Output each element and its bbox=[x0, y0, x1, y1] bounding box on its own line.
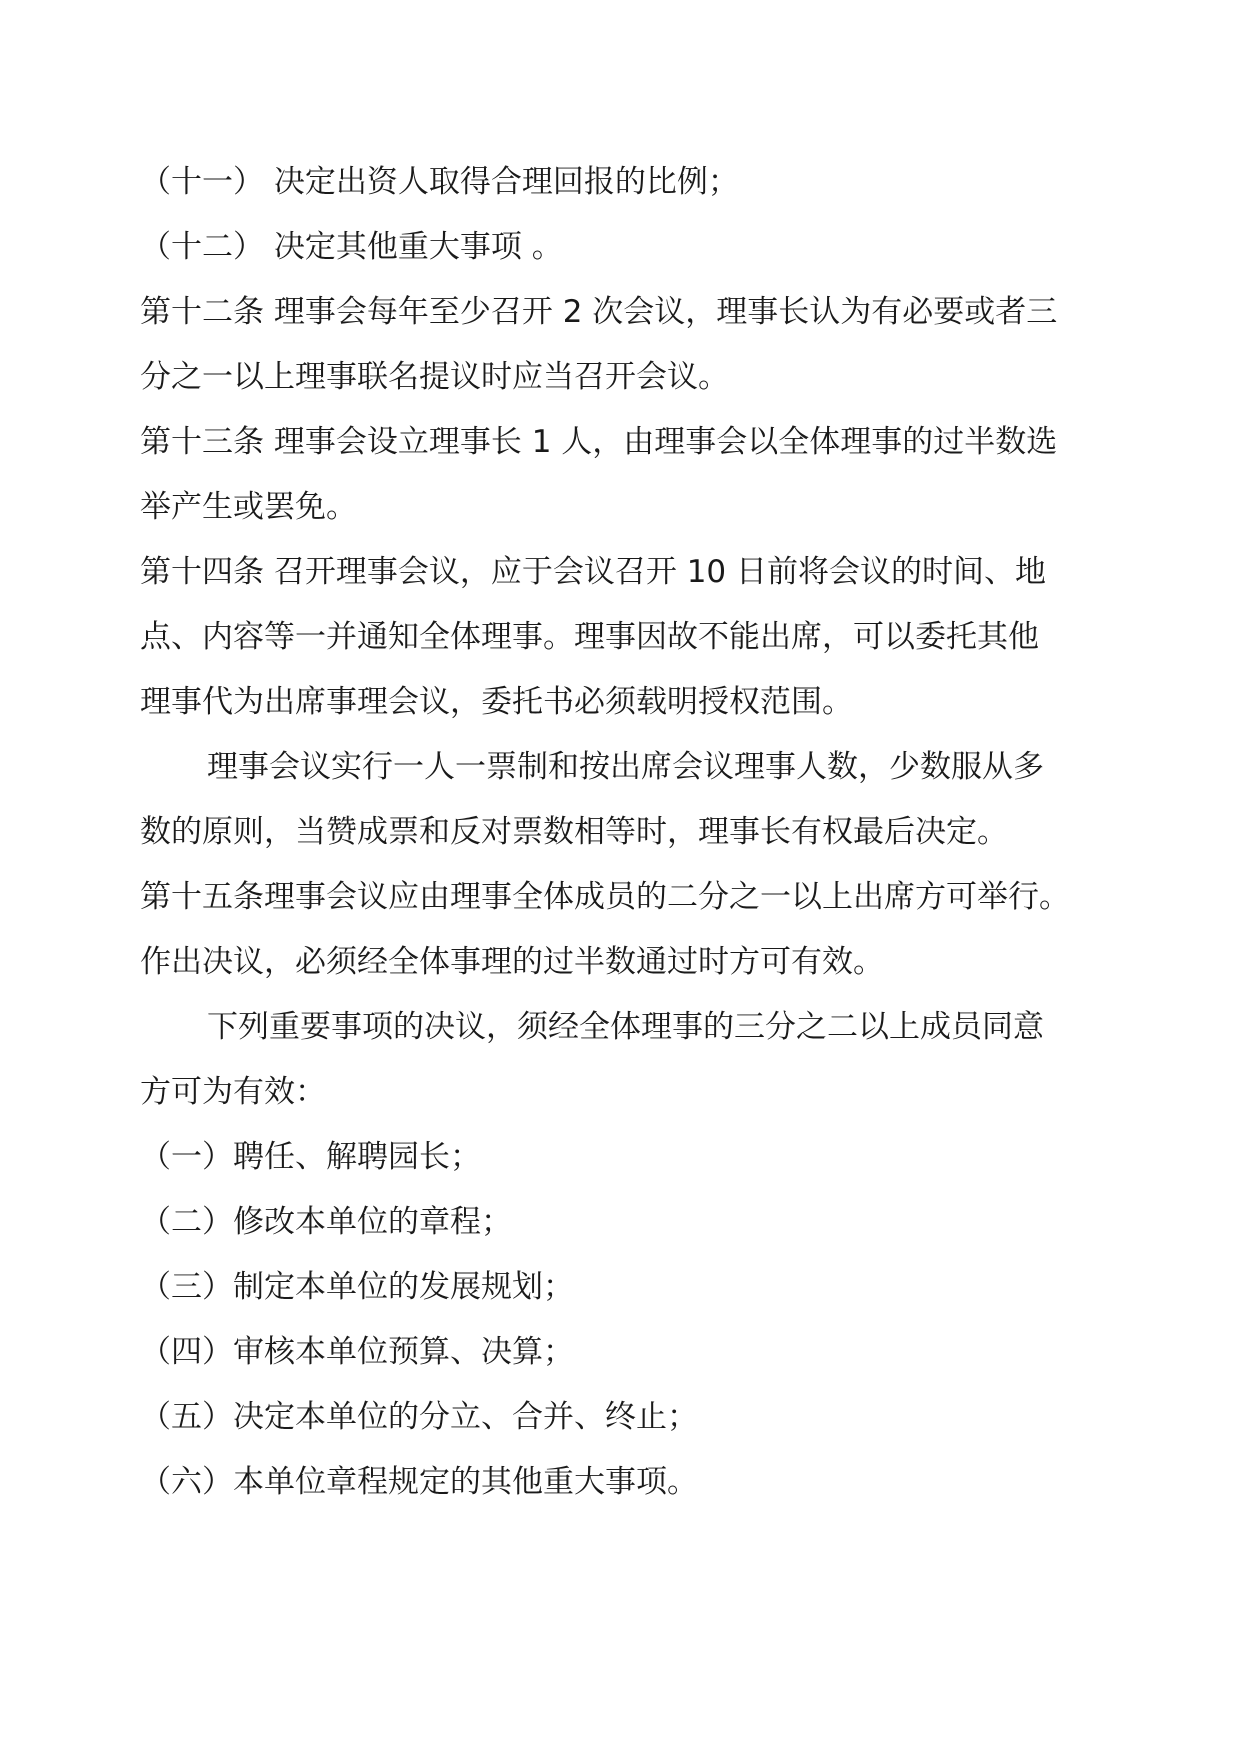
text-line: 作出决议，必须经全体事理的过半数通过时方可有效。 bbox=[140, 944, 884, 980]
text-line: 第十二条 理事会每年至少召开 2 次会议，理事长认为有必要或者三 bbox=[140, 294, 1058, 330]
list-item: （二）修改本单位的章程； bbox=[140, 1204, 512, 1240]
text-line: 理事代为出席事理会议，委托书必须载明授权范围。 bbox=[140, 684, 853, 720]
list-item: （六）本单位章程规定的其他重大事项。 bbox=[140, 1464, 698, 1500]
text-line: （十二） 决定其他重大事项 。 bbox=[140, 229, 563, 265]
text-line: 分之一以上理事联名提议时应当召开会议。 bbox=[140, 359, 729, 395]
text-line: 第十三条 理事会设立理事长 1 人，由理事会以全体理事的过半数选 bbox=[140, 424, 1058, 460]
text-line: （十一） 决定出资人取得合理回报的比例； bbox=[140, 164, 739, 200]
document-body bbox=[140, 150, 1130, 1515]
text-line: 第十五条理事会议应由理事全体成员的二分之一以上出席方可举行。 bbox=[140, 879, 1070, 915]
text-line: 方可为有效： bbox=[140, 1074, 326, 1110]
text-line: 举产生或罢免。 bbox=[140, 489, 357, 525]
list-item: （三）制定本单位的发展规划； bbox=[140, 1269, 574, 1305]
list-item: （四）审核本单位预算、决算； bbox=[140, 1334, 574, 1370]
text-line: 数的原则，当赞成票和反对票数相等时，理事长有权最后决定。 bbox=[140, 814, 1008, 850]
text-line: 点、内容等一并通知全体理事。理事因故不能出席，可以委托其他 bbox=[140, 619, 1039, 655]
text-line: 下列重要事项的决议，须经全体理事的三分之二以上成员同意 bbox=[207, 1009, 1044, 1045]
text-line: 理事会议实行一人一票制和按出席会议理事人数，少数服从多 bbox=[207, 749, 1044, 785]
list-item: （一）聘任、解聘园长； bbox=[140, 1139, 481, 1175]
text-line: 第十四条 召开理事会议，应于会议召开 10 日前将会议的时间、地 bbox=[140, 554, 1047, 590]
list-item: （五）决定本单位的分立、合并、终止； bbox=[140, 1399, 698, 1435]
